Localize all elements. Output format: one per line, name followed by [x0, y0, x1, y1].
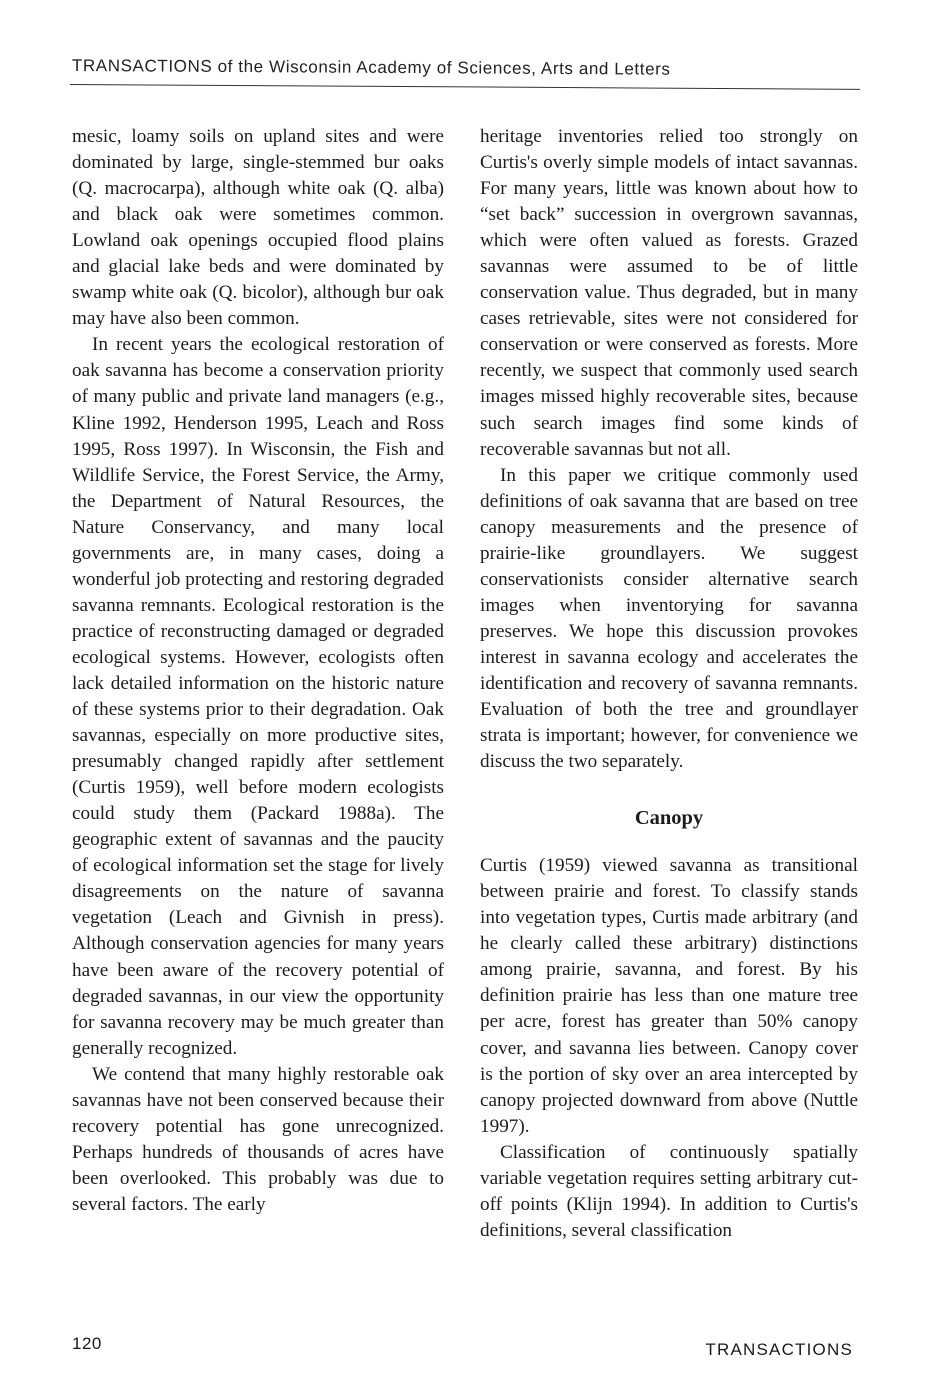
paragraph: In this paper we critique commonly used definitions of oak savanna that are based on tree canopy measurements and the presence of prairie-like groundlayers. We suggest conservationists consider alternative search images when inventorying for savanna preserves. We hope this discussion provokes interest in savanna ecology and accelerates the identification and recovery of savanna remnants. Evaluation of both the tree and groundlayer strata is important; however, for convenience we discuss the two separately.: [480, 464, 858, 773]
paragraph: Classification of continuously spatially variable vegetation requires setting arbitrary cut-off points (Klijn 1994). In addition to Curtis's definitions, several classification: [480, 1141, 858, 1241]
right-column: [480, 124, 858, 1244]
page-number: 120: [72, 1334, 102, 1353]
header-rule: [70, 84, 860, 90]
paragraph: We contend that many highly restorable oak savannas have not been conserved because their recovery potential has gone unrecognized. Perhaps hundreds of thousands of acres have been overlooked. This probably was due to several factors. The early: [72, 1063, 444, 1215]
paragraph: mesic, loamy soils on upland sites and were dominated by large, single-stemmed bur oaks (Q. macrocarpa), although white oak (Q. alba) and black oak were sometimes common. Lowland oak openings occupied flood plains and glacial lake beds and were dominated by swamp white oak (Q. bicolor), although bur oak may have also been common.: [72, 126, 444, 330]
running-header: TRANSACTIONS of the Wisconsin Academy of Sciences, Arts and Letters: [71, 56, 671, 79]
paragraph: Curtis (1959) viewed savanna as transitional between prairie and forest. To classify stands into vegetation types, Curtis made arbitrary (and he clearly called these arbitrary) distinctions among prairie, savanna, and forest. By his definition prairie has less than one mature tree per acre, forest has greater than 50% canopy cover, and savanna lies between. Canopy cover is the portion of sky over an area intercepted by canopy projected downward from above (Nuttle 1997).: [480, 855, 858, 1137]
left-column: [72, 124, 444, 1218]
section-heading: Canopy: [634, 807, 704, 830]
journal-name: TRANSACTIONS: [705, 1340, 853, 1359]
paragraph: In recent years the ecological restoration of oak savanna has become a conservation priority of many public and private land managers (e.g., Kline 1992, Henderson 1995, Leach and Ross 1995, Ross 1997). In Wisconsin, the Fish and Wildlife Service, the Forest Service, the Army, the Department of Natural Resources, the Nature Conservancy, and many local governments are, in many cases, doing a wonderful job protecting and restoring degraded savanna remnants. Ecological restoration is the practice of reconstructing damaged or degraded ecological systems. However, ecologists often lack detailed information on the historic nature of these systems prior to their degradation. Oak savannas, especially on more productive sites, presumably changed rapidly after settlement (Curtis 1959), well before modern ecologists could study them (Packard 1988a). The geographic extent of savannas and the paucity of ecological information set the stage for lively disagreements on the nature of savanna vegetation (Leach and Givnish in press). Although conservation agencies for many years have been aware of the recovery potential of degraded savannas, in our view the opportunity for savanna recovery may be much greater than generally recognized.: [72, 334, 444, 1059]
paragraph: heritage inventories relied too strongly on Curtis's overly simple models of intact savannas. For many years, little was known about how to “set back” succession in overgrown savannas, which were often valued as forests. Grazed savannas were assumed to be of little conservation value. Thus degraded, but in many cases retrievable, sites were not considered for conservation or were conserved as forests. More recently, we suspect that commonly used search images missed highly recoverable sites, because such search images find some kinds of recoverable savannas but not all.: [480, 126, 858, 460]
